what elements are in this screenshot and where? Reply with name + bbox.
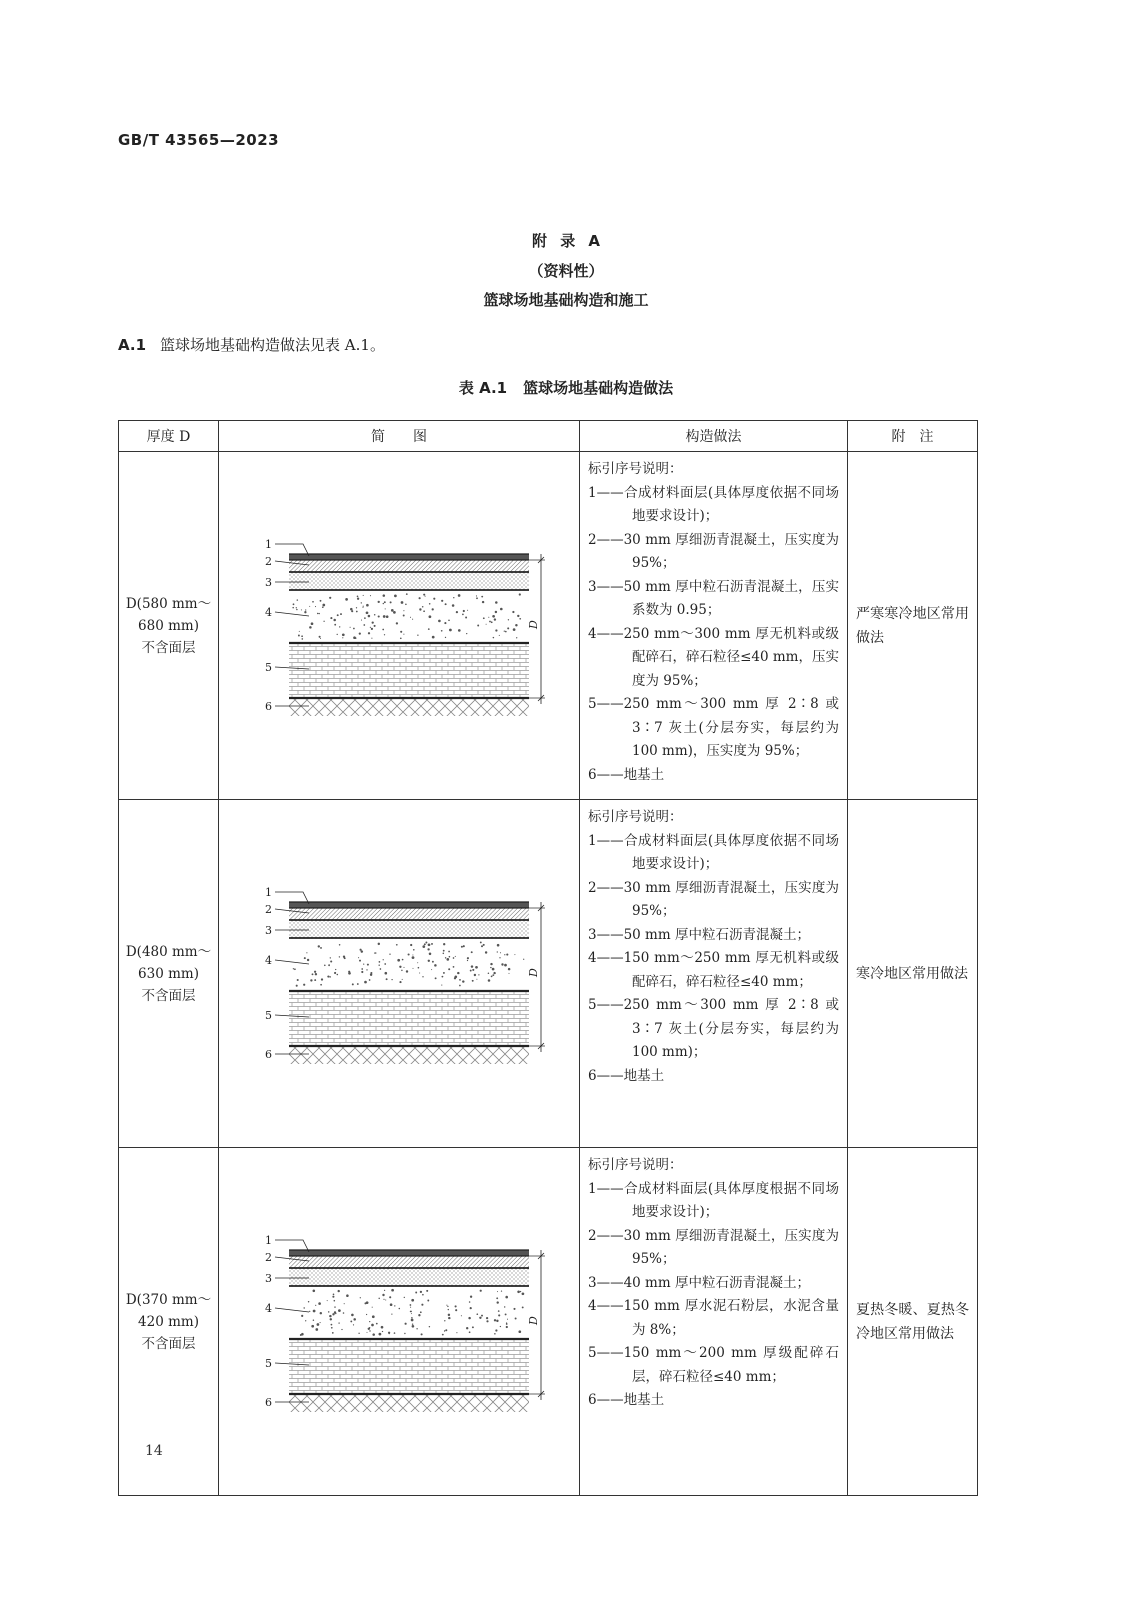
diagram-label: 1 xyxy=(265,885,272,899)
method-item: 4——150 mm 厚水泥石粉层，水泥含量为 8%； xyxy=(588,1298,839,1338)
diagram-label: 4 xyxy=(265,1301,272,1315)
diagram-label: 2 xyxy=(265,902,272,916)
thickness-line: 不含面层 xyxy=(141,639,196,656)
thickness-cell xyxy=(119,1148,219,1496)
dimension-label: D xyxy=(527,619,540,629)
layer-5-lime-soil xyxy=(289,991,529,1046)
layer-3-medium-asphalt xyxy=(289,1268,529,1286)
thickness-line: 不含面层 xyxy=(141,1335,196,1352)
diagram-cell xyxy=(219,800,580,1148)
diagram-cell xyxy=(219,1148,580,1496)
table-row xyxy=(119,800,978,1148)
method-cell xyxy=(580,452,848,800)
method-title: 标引序号说明： xyxy=(588,461,683,477)
diagram-label: 4 xyxy=(265,953,272,967)
diagram-label: 6 xyxy=(265,699,272,713)
diagram-label: 2 xyxy=(265,1250,272,1264)
layer-2-fine-asphalt xyxy=(289,1256,529,1268)
layer-5-lime-soil xyxy=(289,1339,529,1394)
layer-4-gravel xyxy=(300,1288,524,1335)
method-title: 标引序号说明： xyxy=(588,809,683,825)
header-note: 附 注 xyxy=(848,421,978,452)
dimension-label: D xyxy=(527,967,540,977)
method-item: 4——150 mm～250 mm 厚无机料或级配碎石，碎石粒径≤40 mm； xyxy=(588,950,839,990)
layer-6-subgrade xyxy=(289,698,529,716)
table-caption-number: 表 A.1 xyxy=(458,379,508,397)
thickness-cell xyxy=(119,800,219,1148)
layer-6-subgrade xyxy=(289,1046,529,1064)
layer-diagram xyxy=(229,526,569,726)
annex-title: 篮球场地基础构造和施工 xyxy=(483,291,649,309)
layer-3-medium-asphalt xyxy=(289,920,529,938)
method-item: 6——地基土 xyxy=(588,766,665,783)
annex-label: 附 录 A xyxy=(531,232,601,250)
note-cell: 夏热冬暖、夏热冬冷地区常用做法 xyxy=(848,1148,978,1496)
method-title: 标引序号说明： xyxy=(588,1157,683,1173)
layer-4-gravel xyxy=(292,593,521,640)
diagram-label: 5 xyxy=(265,660,272,674)
method-item: 5——250 mm～300 mm 厚 2∶8 或 3∶7 灰土(分层夯实，每层约为 100 mm)； xyxy=(588,997,839,1060)
standard-code: GB/T 43565—2023 xyxy=(118,131,280,149)
method-item: 1——合成材料面层(具体厚度根据不同场地要求设计)； xyxy=(588,1180,839,1220)
table-row xyxy=(119,1148,978,1496)
method-item: 4——250 mm～300 mm 厚无机料或级配碎石，碎石粒径≤40 mm，压实度为 95%； xyxy=(588,625,839,689)
diagram-label: 2 xyxy=(265,554,272,568)
note-cell: 严寒寒冷地区常用做法 xyxy=(848,452,978,800)
layer-1-surface xyxy=(289,1250,529,1256)
thickness-line: D(370 mm～ xyxy=(125,1291,212,1308)
method-item: 2——30 mm 厚细沥青混凝土，压实度为 95%； xyxy=(588,531,839,571)
diagram-label: 3 xyxy=(265,575,272,589)
annex-nature: （资料性） xyxy=(528,262,604,280)
layer-2-fine-asphalt xyxy=(289,560,529,572)
diagram-cell xyxy=(219,452,580,800)
method-cell xyxy=(580,800,848,1148)
table-row xyxy=(119,452,978,800)
layer-3-medium-asphalt xyxy=(289,572,529,590)
construction-table xyxy=(118,420,978,1496)
note-cell: 寒冷地区常用做法 xyxy=(848,800,978,1148)
diagram-label: 6 xyxy=(265,1395,272,1409)
method-item: 2——30 mm 厚细沥青混凝土，压实度为 95%； xyxy=(588,1227,839,1267)
diagram-label: 1 xyxy=(265,537,272,551)
layer-1-surface xyxy=(289,902,529,908)
method-item: 5——150 mm～200 mm 厚级配碎石层，碎石粒径≤40 mm； xyxy=(588,1345,839,1385)
diagram-label: 4 xyxy=(265,605,272,619)
header-thickness: 厚度 D xyxy=(119,421,219,452)
layer-6-subgrade xyxy=(289,1394,529,1412)
header-diagram: 简 图 xyxy=(219,421,580,452)
header-method: 构造做法 xyxy=(580,421,848,452)
diagram-label: 3 xyxy=(265,923,272,937)
method-item: 5——250 mm～300 mm 厚 2∶8 或 3∶7 灰土(分层夯实，每层约为 100 mm)，压实度为 95%； xyxy=(588,696,839,759)
method-item: 1——合成材料面层(具体厚度依据不同场地要求设计)； xyxy=(588,484,839,524)
diagram-label: 5 xyxy=(265,1356,272,1370)
diagram-label: 1 xyxy=(265,1233,272,1247)
method-item: 3——40 mm 厚中粒石沥青混凝土； xyxy=(588,1274,810,1291)
thickness-line: 不含面层 xyxy=(141,987,196,1004)
thickness-cell xyxy=(119,452,219,800)
diagram-label: 3 xyxy=(265,1271,272,1285)
thickness-line: 420 mm) xyxy=(138,1313,199,1330)
clause-a1 xyxy=(118,334,385,355)
layer-2-fine-asphalt xyxy=(289,908,529,920)
method-item: 3——50 mm 厚中粒石沥青混凝土，压实系数为 0.95； xyxy=(588,578,839,618)
thickness-line: 680 mm) xyxy=(138,617,199,634)
thickness-line: D(580 mm～ xyxy=(125,595,212,612)
thickness-line: 630 mm) xyxy=(138,965,199,982)
table-caption xyxy=(0,377,1132,398)
method-item: 3——50 mm 厚中粒石沥青混凝土； xyxy=(588,926,810,943)
layer-diagram xyxy=(229,874,569,1074)
method-item: 2——30 mm 厚细沥青混凝土，压实度为 95%； xyxy=(588,879,839,919)
layer-1-surface xyxy=(289,554,529,560)
diagram-label: 5 xyxy=(265,1008,272,1022)
layer-4-gravel xyxy=(293,941,525,986)
thickness-line: D(480 mm～ xyxy=(125,943,212,960)
diagram-label: 6 xyxy=(265,1047,272,1061)
clause-number: A.1 xyxy=(118,336,147,354)
table-caption-title: 篮球场地基础构造做法 xyxy=(523,379,674,397)
layer-diagram xyxy=(229,1222,569,1422)
layer-5-lime-soil xyxy=(289,643,529,698)
method-item: 6——地基土 xyxy=(588,1392,665,1408)
method-cell xyxy=(580,1148,848,1496)
dimension-label: D xyxy=(527,1315,540,1325)
clause-text: 篮球场地基础构造做法见表 A.1。 xyxy=(160,336,385,354)
table-header-row xyxy=(119,421,978,452)
method-item: 6——地基土 xyxy=(588,1067,665,1084)
method-item: 1——合成材料面层(具体厚度依据不同场地要求设计)； xyxy=(588,832,839,872)
page-number: 14 xyxy=(145,1443,163,1459)
